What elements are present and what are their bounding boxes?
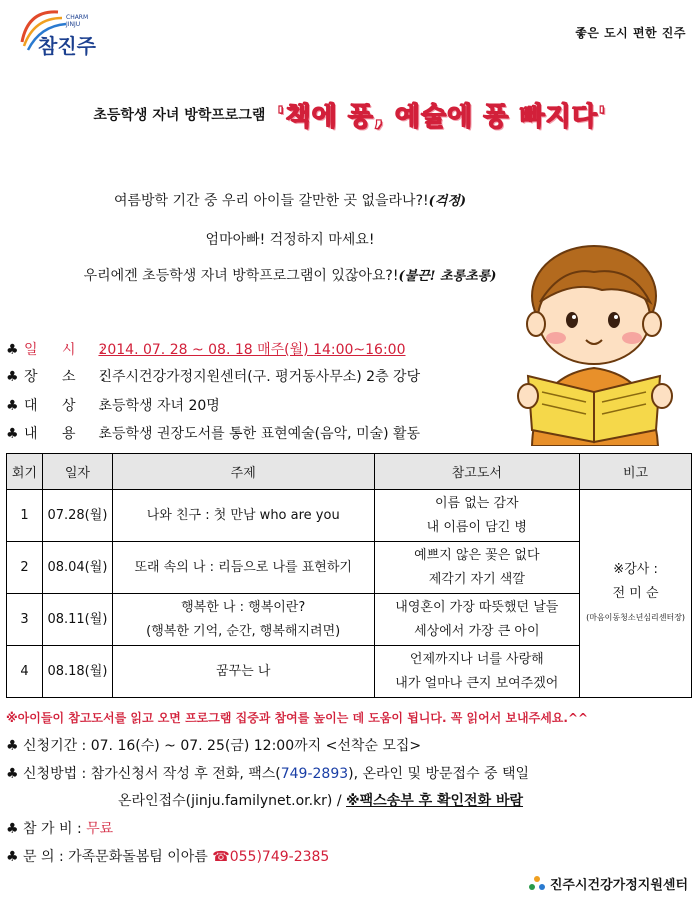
- schedule-table: [6, 453, 692, 698]
- title-main: '책에 퐁, 예술에 퐁 빠지다': [276, 102, 607, 132]
- header-topic: 주제: [112, 454, 374, 490]
- club-icon: ♣: [6, 766, 19, 782]
- center-emblem-icon: [528, 875, 546, 893]
- cell-session: 2: [7, 542, 43, 594]
- club-icon: ♣: [6, 849, 19, 865]
- book-title: 예쁘지 않은 꽃은 없다: [414, 547, 540, 563]
- fax-number: 749-2893: [280, 766, 349, 782]
- info-target-value: 초등학생 자녀 20명: [98, 398, 220, 414]
- info-content-value: 초등학생 권장도서를 통한 표현예술(음악, 미술) 활동: [98, 426, 421, 442]
- apply-period-text: 신청기간 : 07. 16(수) ~ 07. 25(금) 12:00까지 <선착순 모집>: [23, 738, 422, 754]
- info-place-label: 장 소 :: [24, 369, 115, 385]
- cell-instructor: [580, 490, 692, 698]
- intro-line-1: [80, 190, 500, 210]
- topic-line: (행복한 기억, 순간, 행복해지려면): [146, 623, 341, 639]
- title-prefix: 초등학생 자녀 방학프로그램: [93, 107, 266, 124]
- info-place: [6, 366, 420, 386]
- info-date-label: 일 시 :: [24, 342, 115, 358]
- contact-label: 문 의 : 가족문화돌봄팀 이아름: [23, 849, 213, 865]
- phone-icon: ☎: [212, 849, 230, 865]
- topic-line: 또래 속의 나 : 리듬으로 나를 표현하기: [134, 559, 352, 575]
- header-note: 비고: [580, 454, 692, 490]
- page-title: [0, 96, 700, 133]
- intro-line-3: [80, 265, 500, 285]
- footer-org-logo: [528, 874, 688, 893]
- cell-books: [374, 646, 580, 698]
- cell-books: [374, 542, 580, 594]
- club-icon: ♣: [6, 369, 19, 385]
- intro-line-1-text: 여름방학 기간 중 우리 아이들 갈만한 곳 없을라나?!: [113, 193, 429, 209]
- apply-fee: [6, 818, 113, 838]
- cell-books: [374, 490, 580, 542]
- header-session: 회기: [7, 454, 43, 490]
- book-title: 내가 얼마나 큰지 보여주겠어: [395, 675, 559, 691]
- cell-session: 4: [7, 646, 43, 698]
- header-date: 일자: [42, 454, 112, 490]
- info-date: [6, 339, 406, 359]
- table-row: [7, 490, 692, 542]
- info-date-value: 2014. 07. 28 ~ 08. 18 매주(월) 14:00~16:00: [98, 342, 406, 358]
- reading-notice: ※아이들이 참고도서를 읽고 오면 프로그램 집중과 참여를 높이는 데 도움이 됩니다. 꼭 읽어서 보내주세요.^^: [6, 711, 589, 725]
- topic-line: 나와 친구 : 첫 만남 who are you: [146, 507, 340, 523]
- topic-line: 꿈꾸는 나: [216, 663, 271, 679]
- info-target-label: 대 상 :: [24, 398, 115, 414]
- intro-line-1-hand: (걱정): [428, 194, 467, 209]
- intro-line-3-text: 우리에겐 초등학생 자녀 방학프로그램이 있잖아요?!: [83, 268, 399, 284]
- apply-method-pre: 신청방법 : 참가신청서 작성 후 전화, 팩스(: [23, 766, 281, 782]
- book-title: 세상에서 가장 큰 아이: [414, 623, 540, 639]
- logo-text: 참진주: [38, 34, 96, 58]
- intro-line-2: 엄마아빠! 걱정하지 마세요!: [205, 232, 375, 248]
- club-icon: ♣: [6, 426, 19, 442]
- apply-online-note: ※팩스송부 후 확인전화 바람: [346, 793, 524, 809]
- instructor-label: ※강사 :: [613, 561, 658, 577]
- instructor-affiliation: (마음이동청소년심리센터장): [586, 612, 686, 622]
- apply-online: [118, 790, 523, 810]
- cell-topic: [112, 646, 374, 698]
- apply-online-text: 온라인접수(jinju.familynet.or.kr) /: [118, 793, 347, 809]
- info-place-value: 진주시건강가정지원센터(구. 평거동사무소) 2층 강당: [98, 369, 421, 385]
- info-content-label: 내 용 :: [24, 426, 115, 442]
- cell-date: 07.28(월): [42, 490, 112, 542]
- city-logo: [14, 4, 100, 64]
- fee-value: 무료: [86, 821, 114, 837]
- info-target: [6, 395, 220, 415]
- book-title: 이름 없는 감자: [435, 495, 519, 511]
- club-icon: ♣: [6, 342, 19, 358]
- topic-line: 행복한 나 : 행복이란?: [181, 599, 306, 615]
- header-books: 참고도서: [374, 454, 580, 490]
- cell-topic: [112, 542, 374, 594]
- cell-books: [374, 594, 580, 646]
- book-title: 내 이름이 담긴 병: [426, 519, 527, 535]
- book-title: 언제까지나 너를 사랑해: [409, 651, 544, 667]
- cell-topic: [112, 490, 374, 542]
- apply-contact: [6, 846, 329, 866]
- info-content: [6, 423, 420, 443]
- cell-session: 3: [7, 594, 43, 646]
- cell-session: 1: [7, 490, 43, 542]
- instructor-name: 전 미 순: [612, 585, 659, 601]
- logo-english: CHARM JINJU: [66, 14, 89, 28]
- book-title: 내영혼이 가장 따뜻했던 날들: [395, 599, 559, 615]
- city-motto: 좋은 도시 편한 진주: [575, 26, 686, 40]
- cell-date: 08.11(월): [42, 594, 112, 646]
- fee-label: 참 가 비 :: [23, 821, 87, 837]
- footer-org-name: 진주시건강가정지원센터: [549, 878, 688, 893]
- club-icon: ♣: [6, 398, 19, 414]
- table-header-row: [7, 454, 692, 490]
- apply-method-post: ), 온라인 및 방문접수 중 택일: [348, 766, 530, 782]
- cell-date: 08.04(월): [42, 542, 112, 594]
- kid-reading-illustration: [502, 236, 688, 446]
- cell-topic: [112, 594, 374, 646]
- phone-number: 055)749-2385: [229, 849, 330, 865]
- apply-method: [6, 763, 529, 783]
- apply-period: [6, 735, 421, 755]
- club-icon: ♣: [6, 821, 19, 837]
- book-title: 제각기 자기 색깔: [428, 571, 525, 587]
- club-icon: ♣: [6, 738, 19, 754]
- cell-date: 08.18(월): [42, 646, 112, 698]
- intro-line-3-hand: (불끈! 초롱초롱): [398, 269, 497, 284]
